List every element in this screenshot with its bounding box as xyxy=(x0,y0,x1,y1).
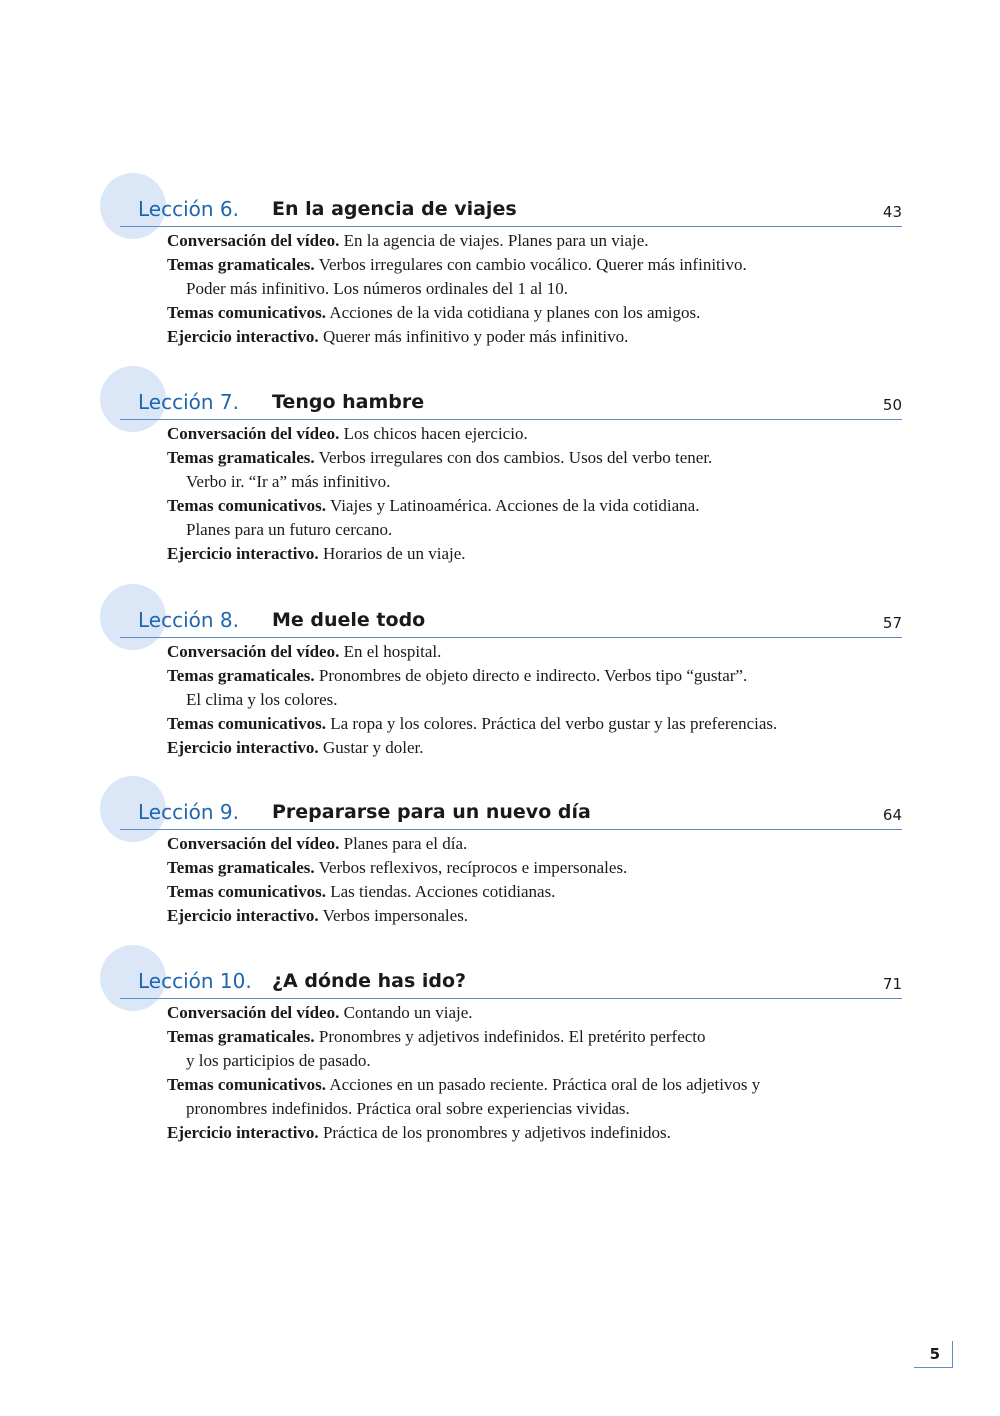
entry-text: Querer más infinitivo y poder más infinitivo. xyxy=(322,327,629,346)
entry-label: Conversación del vídeo. xyxy=(167,642,340,661)
lesson-title: ¿A dónde has ido? xyxy=(272,970,467,992)
lesson-heading xyxy=(120,799,902,830)
lesson-entries xyxy=(167,229,867,349)
lesson-entries xyxy=(167,832,867,928)
entry-line xyxy=(167,664,867,688)
lesson-heading xyxy=(120,389,902,420)
entry-line xyxy=(167,494,867,518)
entry-line xyxy=(167,712,867,736)
entry-text: Planes para el día. xyxy=(343,834,468,853)
entry-continuation-line xyxy=(167,277,867,301)
lesson-heading xyxy=(120,968,902,999)
entry-line xyxy=(167,736,867,760)
entry-text: Verbos impersonales. xyxy=(322,906,469,925)
entry-line xyxy=(167,1025,867,1049)
lesson-title: Prepararse para un nuevo día xyxy=(272,801,591,823)
lesson-title: Tengo hambre xyxy=(272,391,425,413)
lesson-title: Me duele todo xyxy=(272,609,426,631)
entry-text: Acciones de la vida cotidiana y planes con los amigos. xyxy=(329,303,701,322)
entry-line xyxy=(167,325,867,349)
entry-label: Temas comunicativos. xyxy=(167,714,326,733)
entry-label: Temas comunicativos. xyxy=(167,303,326,322)
entry-line xyxy=(167,1121,867,1145)
entry-label: Conversación del vídeo. xyxy=(167,424,340,443)
entry-text: En la agencia de viajes. Planes para un viaje. xyxy=(343,231,649,250)
entry-line xyxy=(167,542,867,566)
entry-text: Contando un viaje. xyxy=(343,1003,473,1022)
lesson-page-number: 43 xyxy=(882,203,902,221)
entry-label: Ejercicio interactivo. xyxy=(167,327,319,346)
entry-continuation-line xyxy=(167,1049,867,1073)
entry-label: Temas comunicativos. xyxy=(167,496,326,515)
entry-text: Práctica de los pronombres y adjetivos indefinidos. xyxy=(322,1123,671,1142)
entry-text: Los chicos hacen ejercicio. xyxy=(343,424,528,443)
lesson-entries xyxy=(167,640,867,760)
entry-text: La ropa y los colores. Práctica del verbo gustar y las preferencias. xyxy=(330,714,778,733)
entry-text: Verbos irregulares con dos cambios. Usos del verbo tener. xyxy=(318,448,713,467)
lesson-heading xyxy=(120,607,902,638)
entry-text: El clima y los colores. xyxy=(186,690,338,709)
lesson-title: En la agencia de viajes xyxy=(272,198,517,220)
entry-label: Conversación del vídeo. xyxy=(167,834,340,853)
lesson-entries xyxy=(167,1001,867,1145)
entry-line xyxy=(167,880,867,904)
entry-line xyxy=(167,422,867,446)
entry-text: Acciones en un pasado reciente. Práctica oral de los adjetivos y xyxy=(329,1075,761,1094)
entry-text: Verbo ir. “Ir a” más infinitivo. xyxy=(186,472,391,491)
entry-label: Temas comunicativos. xyxy=(167,1075,326,1094)
lesson-page-number: 57 xyxy=(882,614,902,632)
entry-text: Planes para un futuro cercano. xyxy=(186,520,393,539)
entry-text: Horarios de un viaje. xyxy=(322,544,466,563)
entry-line xyxy=(167,1073,867,1097)
entry-text: En el hospital. xyxy=(343,642,442,661)
entry-label: Temas gramaticales. xyxy=(167,666,315,685)
entry-line xyxy=(167,856,867,880)
entry-text: pronombres indefinidos. Práctica oral sobre experiencias vividas. xyxy=(186,1099,630,1118)
entry-continuation-line xyxy=(167,1097,867,1121)
entry-text: Pronombres y adjetivos indefinidos. El pretérito perfecto xyxy=(318,1027,706,1046)
entry-label: Ejercicio interactivo. xyxy=(167,738,319,757)
entry-line xyxy=(167,446,867,470)
page-number: 5 xyxy=(929,1345,940,1363)
entry-line xyxy=(167,832,867,856)
lesson-entries xyxy=(167,422,867,566)
entry-continuation-line xyxy=(167,470,867,494)
entry-continuation-line xyxy=(167,688,867,712)
entry-label: Temas comunicativos. xyxy=(167,882,326,901)
entry-label: Ejercicio interactivo. xyxy=(167,906,319,925)
lesson-heading xyxy=(120,196,902,227)
lesson-number: Lección 10. xyxy=(138,969,252,993)
entry-continuation-line xyxy=(167,518,867,542)
entry-line xyxy=(167,640,867,664)
lesson-number: Lección 7. xyxy=(138,390,239,414)
entry-line xyxy=(167,301,867,325)
entry-label: Ejercicio interactivo. xyxy=(167,1123,319,1142)
entry-label: Conversación del vídeo. xyxy=(167,1003,340,1022)
entry-text: Poder más infinitivo. Los números ordinales del 1 al 10. xyxy=(186,279,568,298)
entry-text: Las tiendas. Acciones cotidianas. xyxy=(330,882,556,901)
entry-line xyxy=(167,904,867,928)
entry-label: Conversación del vídeo. xyxy=(167,231,340,250)
entry-text: Verbos reflexivos, recíprocos e impersonales. xyxy=(318,858,628,877)
page-number-box xyxy=(914,1341,953,1368)
entry-text: Pronombres de objeto directo e indirecto. Verbos tipo “gustar”. xyxy=(318,666,748,685)
entry-line xyxy=(167,253,867,277)
lesson-page-number: 50 xyxy=(882,396,902,414)
lesson-number: Lección 9. xyxy=(138,800,239,824)
entry-line xyxy=(167,229,867,253)
lesson-number: Lección 8. xyxy=(138,608,239,632)
entry-label: Temas gramaticales. xyxy=(167,448,315,467)
entry-text: y los participios de pasado. xyxy=(186,1051,371,1070)
entry-label: Ejercicio interactivo. xyxy=(167,544,319,563)
entry-label: Temas gramaticales. xyxy=(167,858,315,877)
lesson-number: Lección 6. xyxy=(138,197,239,221)
lesson-page-number: 64 xyxy=(882,806,902,824)
lesson-page-number: 71 xyxy=(882,975,902,993)
entry-text: Gustar y doler. xyxy=(322,738,424,757)
entry-line xyxy=(167,1001,867,1025)
entry-label: Temas gramaticales. xyxy=(167,1027,315,1046)
entry-label: Temas gramaticales. xyxy=(167,255,315,274)
entry-text: Viajes y Latinoamérica. Acciones de la vida cotidiana. xyxy=(329,496,700,515)
entry-text: Verbos irregulares con cambio vocálico. Querer más infinitivo. xyxy=(318,255,747,274)
